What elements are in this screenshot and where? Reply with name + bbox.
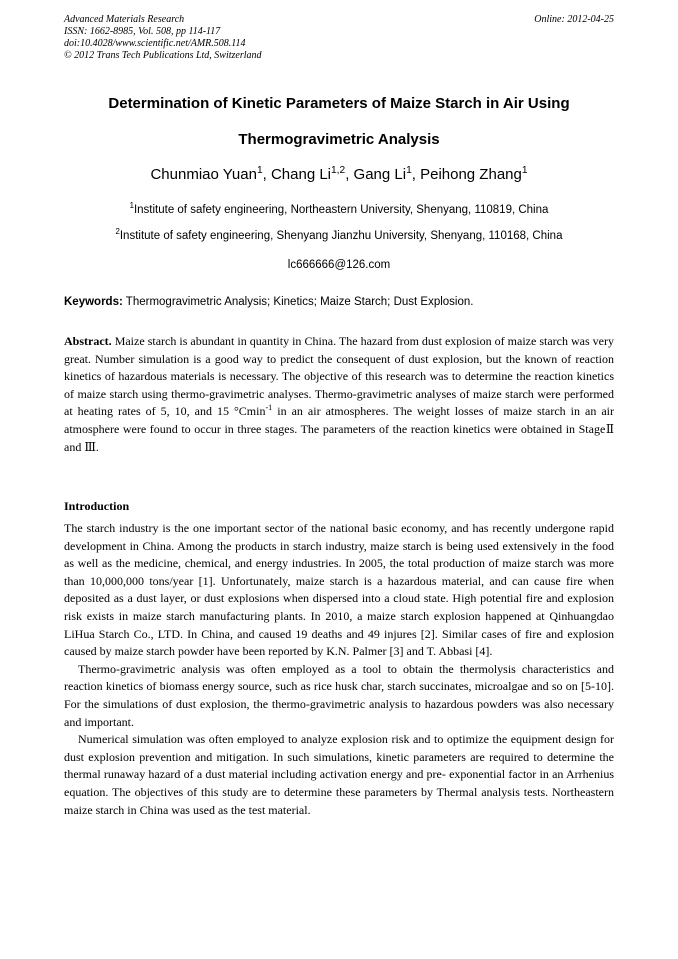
copyright: © 2012 Trans Tech Publications Ltd, Switzerland <box>64 50 262 61</box>
introduction-body <box>64 520 614 819</box>
title-line-1: Determination of Kinetic Parameters of Maize Starch in Air Using <box>108 95 570 112</box>
keywords-label: Keywords: <box>64 296 123 308</box>
journal-name: Advanced Materials Research <box>64 14 185 25</box>
abstract-text-b: in an air atmospheres. The weight losses of maize starch in an air atmosphere were found to occur in three stages. The parameters of the reaction kinetics were obtained in StageⅡ and Ⅲ. <box>64 404 614 454</box>
affiliation-1 <box>64 201 614 216</box>
title-line-2: Thermogravimetric Analysis <box>238 131 440 148</box>
author-email[interactable]: lc666666@126.com <box>287 259 391 271</box>
abstract-unit-exponent: -1 <box>265 403 273 413</box>
author-name: Gang Li <box>353 166 407 183</box>
issn: ISSN: 1662-8985, Vol. 508, pp 114-117 <box>64 26 221 37</box>
author-affiliation-mark: 1 <box>256 165 263 176</box>
section-heading-introduction: Introduction <box>64 499 130 513</box>
author-affiliation-mark: 1,2 <box>331 165 346 176</box>
abstract-text-a: Maize starch is abundant in quantity in China. The hazard from dust explosion of maize starch was very great. Number simulation is a good way to predict the consequent of dust explosion, but the known of reaction kinetics of hazardous materials is necessary. The objective of this research was to determine the reaction kinetics of maize starch using thermo-gravimetric analyses. Thermo-gravimetric analyses of maize starch were performed at heating rates of 5, 10, and 15 °Cmin <box>64 334 614 419</box>
author-affiliation-mark: 1 <box>521 165 528 176</box>
doi: doi:10.4028/www.scientific.net/AMR.508.114 <box>64 38 246 49</box>
intro-paragraph-2: Thermo-gravimetric analysis was often employed as a tool to obtain the thermolysis characteristics and reaction kinetics of biomass energy source, such as rice husk char, starch succinates, microalgae and so on [5-10]. For the simulations of dust explosion, the thermo-gravimetric analysis to hazardous powders was also necessary and important. <box>64 661 614 729</box>
affiliation-2 <box>64 227 614 242</box>
journal-header <box>64 14 262 62</box>
intro-paragraph-3: Numerical simulation was often employed to analyze explosion risk and to optimize the equipment design for dust explosion prevention and mitigation. In such simulations, kinetic parameters are required to determine the thermal runaway hazard of a dust material including activation energy and pre- exponential factor in an Arrhenius equation. The objectives of this study are to determine these parameters by Thermal analysis tests. Northeastern maize starch in China was used as the test material. <box>64 732 614 817</box>
affiliation-text: Institute of safety engineering, Shenyang Jianzhu University, Shenyang, 110168, China <box>119 230 563 242</box>
affiliation-mark: 1 <box>129 201 134 211</box>
online-date: Online: 2012-04-25 <box>534 14 614 25</box>
author-affiliation-mark: 1 <box>406 165 412 176</box>
affiliation-mark: 2 <box>115 227 120 237</box>
intro-paragraph-1: The starch industry is the one important sector of the national basic economy, and has recently undergone rapid development in China. Among the products in starch industry, maize starch is being used extensively in the food as well as the medicine, chemical, and energy industries. In 2005, the total production of maize starch was more than 10,000,000 tons/year [1]. Unfortunately, maize starch is a hazardous material, and can cause fire when deposited as a dust layer, or dust explosions when dispersed into a cloud state. High potential fire and explosion risk exists in maize starch manufacturing plants. In 2010, a maize starch explosion happened at Qinhuangdao LiHua Starch Co., LTD. In China, and caused 19 deaths and 49 injures [2]. Similar cases of fire and explosion caused by maize starch powder have been reported by K.N. Palmer [3] and T. Abbasi [4]. <box>64 521 614 659</box>
author-list: Chunmiao Yuan$^1$, Chang Li$^{1,2}$, Gang Li$^1$, Peihong Zhang$^1$ <box>150 165 528 183</box>
author-name: Peihong Zhang <box>420 166 522 183</box>
keywords-text: Thermogravimetric Analysis; Kinetics; Maize Starch; Dust Explosion. <box>125 296 474 308</box>
abstract <box>64 333 614 456</box>
abstract-label: Abstract. <box>64 334 112 348</box>
author-name: Chang Li <box>270 166 332 183</box>
affiliation-text: Institute of safety engineering, Northeastern University, Shenyang, 110819, China <box>133 204 549 216</box>
author-name: Chunmiao Yuan <box>150 166 257 183</box>
paper-title <box>64 86 614 158</box>
keywords <box>64 296 614 308</box>
